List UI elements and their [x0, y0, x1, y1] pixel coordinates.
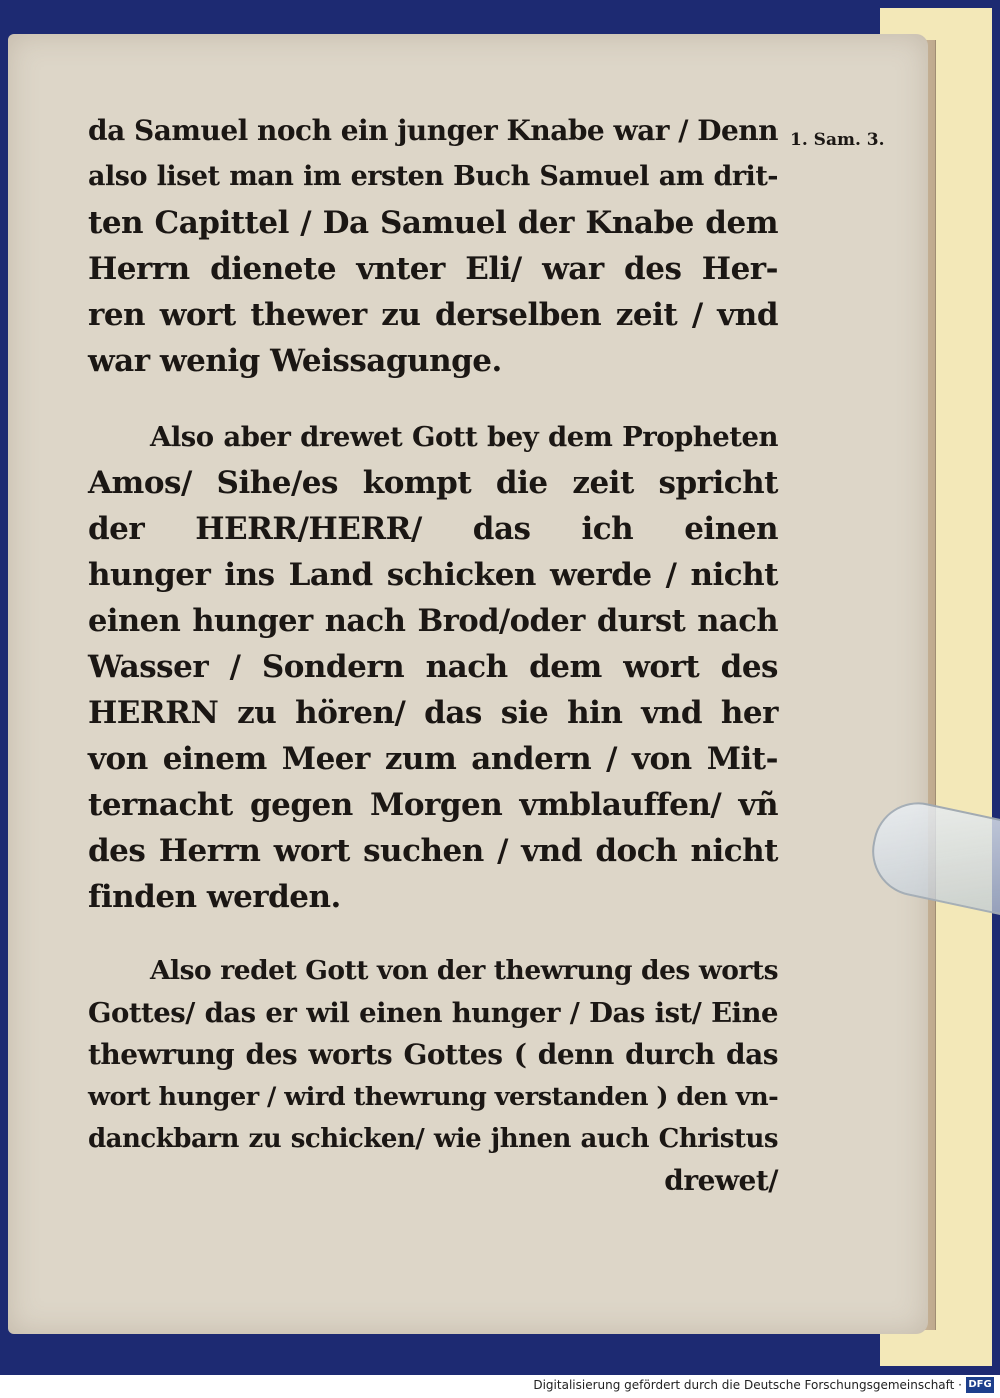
- text-line: einen hunger nach Brod/oder durst nach: [88, 603, 778, 639]
- text-line: des Herrn wort suchen / vnd doch nicht: [88, 833, 778, 869]
- text-line: also liset man im ersten Buch Samuel am drit-: [88, 161, 778, 192]
- text-line: der HERR/HERR/ das ich einen: [88, 511, 778, 547]
- text-line: Amos/ Sihe/es kompt die zeit spricht: [88, 465, 778, 501]
- text-line: finden werden.: [88, 879, 341, 915]
- paragraph-3: [88, 950, 778, 1202]
- text-line: hunger ins Land schicken werde / nicht: [88, 557, 778, 593]
- text-line: Also aber drewet Gott bey dem Propheten: [150, 421, 778, 453]
- text-line: ternacht gegen Morgen vmblauffen/ vñ: [88, 787, 778, 823]
- text-line: Also redet Gott von der thewrung des worts: [150, 955, 778, 986]
- text-line: HERRN zu hören/ das sie hin vnd her: [88, 695, 778, 731]
- text-line: ren wort thewer zu derselben zeit / vnd: [88, 297, 778, 333]
- text-line: von einem Meer zum andern / von Mit-: [88, 741, 778, 777]
- text-line: da Samuel noch ein junger Knabe war / Denn: [88, 114, 779, 147]
- marginal-note: 1. Sam. 3.: [790, 130, 885, 150]
- text-line: war wenig Weissagunge.: [88, 343, 502, 379]
- text-line: Herrn dienete vnter Eli/ war des Her-: [88, 251, 778, 287]
- text-line: Gottes/ das er wil einen hunger / Das ist/ Eine: [88, 997, 778, 1029]
- footer-credit: Digitalisierung gefördert durch die Deutsche Forschungsgemeinschaft ·: [533, 1378, 962, 1392]
- text-line: ten Capittel / Da Samuel der Knabe dem: [88, 205, 778, 241]
- paragraph-2: [88, 414, 778, 920]
- text-line: danckbarn zu schicken/ wie jhnen auch Christus: [88, 1124, 778, 1154]
- text-line: Wasser / Sondern nach dem wort des: [88, 649, 778, 685]
- paragraph-1: [88, 108, 778, 384]
- catchword: drewet/: [664, 1164, 778, 1197]
- text-line: wort hunger / wird thewrung verstanden ) den vn-: [88, 1082, 779, 1112]
- text-line: thewrung des worts Gottes ( denn durch das: [88, 1038, 778, 1071]
- dfg-logo-icon: DFG: [966, 1377, 994, 1393]
- page-text: [88, 108, 778, 1202]
